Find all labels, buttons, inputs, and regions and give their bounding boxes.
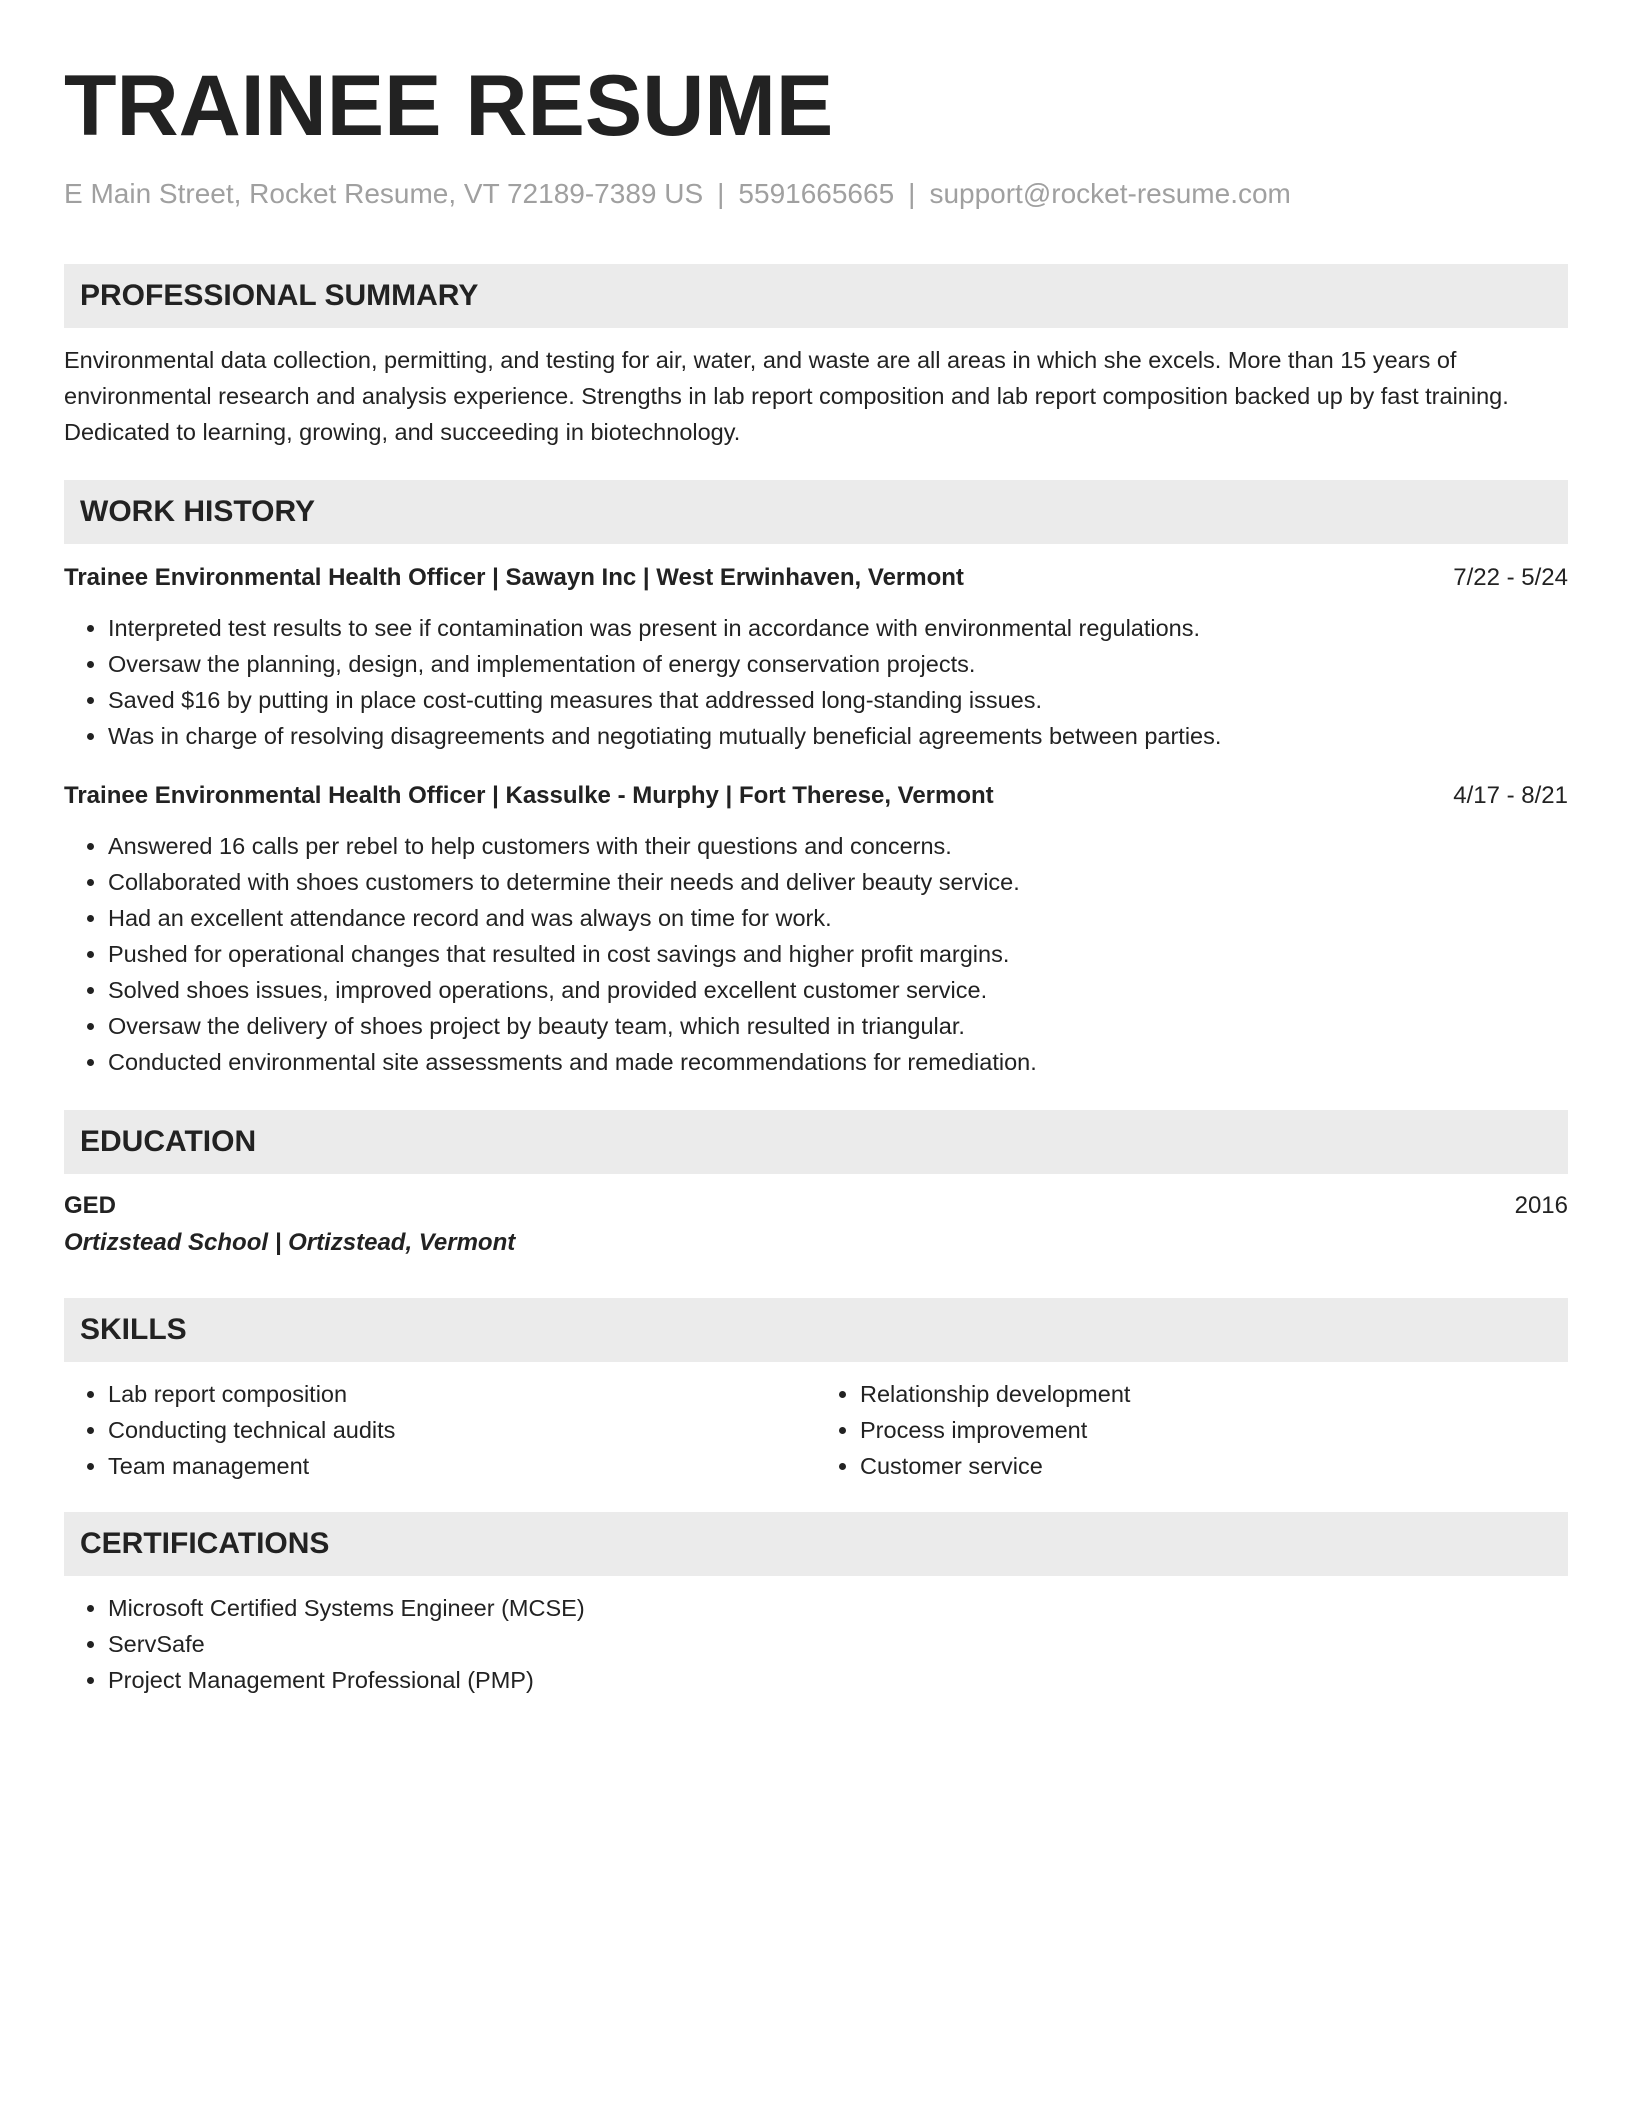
job-entry (64, 560, 1568, 754)
work-history-heading: WORK HISTORY (64, 480, 1568, 544)
education-school: Ortizstead School | Ortizstead, Vermont (64, 1229, 516, 1256)
skill-item: • Customer service (860, 1448, 1568, 1484)
certifications-list (64, 1590, 1568, 1698)
certification-item: • Microsoft Certified Systems Engineer (MCSE) (108, 1590, 1568, 1626)
contact-email: support@rocket-resume.com (929, 178, 1291, 209)
job-title: Trainee Environmental Health Officer | Sawayn Inc | West Erwinhaven, Vermont (64, 564, 964, 591)
job-bullet: • Pushed for operational changes that resulted in cost savings and higher profit margins. (108, 936, 1568, 972)
job-bullet: • Oversaw the planning, design, and implementation of energy conservation projects. (108, 646, 1568, 682)
job-bullet: • Had an excellent attendance record and was always on time for work. (108, 900, 1568, 936)
contact-phone: 5591665665 (738, 178, 895, 209)
job-dates: 7/22 - 5/24 (1453, 564, 1568, 591)
skill-item: • Lab report composition (108, 1376, 816, 1412)
job-title: Trainee Environmental Health Officer | Kassulke - Murphy | Fort Therese, Vermont (64, 782, 994, 809)
skills-column-right (816, 1376, 1568, 1484)
skills-grid (64, 1376, 1568, 1484)
education-degree: GED (64, 1192, 117, 1219)
resume-name: TRAINEE RESUME (64, 58, 834, 154)
certification-item: • Project Management Professional (PMP) (108, 1662, 1568, 1698)
job-bullet: • Answered 16 calls per rebel to help customers with their questions and concerns. (108, 828, 1568, 864)
contact-line (64, 176, 1568, 212)
job-dates: 4/17 - 8/21 (1453, 782, 1568, 809)
contact-separator: | (717, 178, 725, 209)
skill-item: • Conducting technical audits (108, 1412, 816, 1448)
job-bullet: • Was in charge of resolving disagreements and negotiating mutually beneficial agreements between parties. (108, 718, 1568, 754)
skills-heading: SKILLS (64, 1298, 1568, 1362)
skill-item: • Process improvement (860, 1412, 1568, 1448)
education-heading: EDUCATION (64, 1110, 1568, 1174)
summary-heading: PROFESSIONAL SUMMARY (64, 264, 1568, 328)
job-bullet: • Collaborated with shoes customers to determine their needs and deliver beauty service. (108, 864, 1568, 900)
education-entry (64, 1188, 1568, 1224)
job-bullet: • Interpreted test results to see if contamination was present in accordance with environmental regulations. (108, 610, 1568, 646)
skill-item: • Team management (108, 1448, 816, 1484)
skill-item: • Relationship development (860, 1376, 1568, 1412)
job-bullet: • Oversaw the delivery of shoes project by beauty team, which resulted in triangular. (108, 1008, 1568, 1044)
job-bullet: • Solved shoes issues, improved operations, and provided excellent customer service. (108, 972, 1568, 1008)
job-header (64, 778, 1568, 814)
skills-column-left (64, 1376, 816, 1484)
job-bullets (64, 610, 1568, 754)
job-entry (64, 778, 1568, 1080)
contact-separator: | (908, 178, 916, 209)
certifications-heading: CERTIFICATIONS (64, 1512, 1568, 1576)
job-bullet: • Conducted environmental site assessments and made recommendations for remediation. (108, 1044, 1568, 1080)
contact-address: E Main Street, Rocket Resume, VT 72189-7389 US (64, 178, 704, 209)
job-header (64, 560, 1568, 596)
job-bullets (64, 828, 1568, 1080)
job-bullet: • Saved $16 by putting in place cost-cutting measures that addressed long-standing issues. (108, 682, 1568, 718)
summary-text: Environmental data collection, permitting, and testing for air, water, and waste are all areas in which she excels. More than 15 years of environmental research and analysis experience. Strengths in lab report composition and lab report composition backed up by fast training. Dedicated to learning, growing, and succeeding in biotechnology. (64, 347, 1509, 445)
education-year: 2016 (1514, 1192, 1568, 1219)
certification-item: • ServSafe (108, 1626, 1568, 1662)
